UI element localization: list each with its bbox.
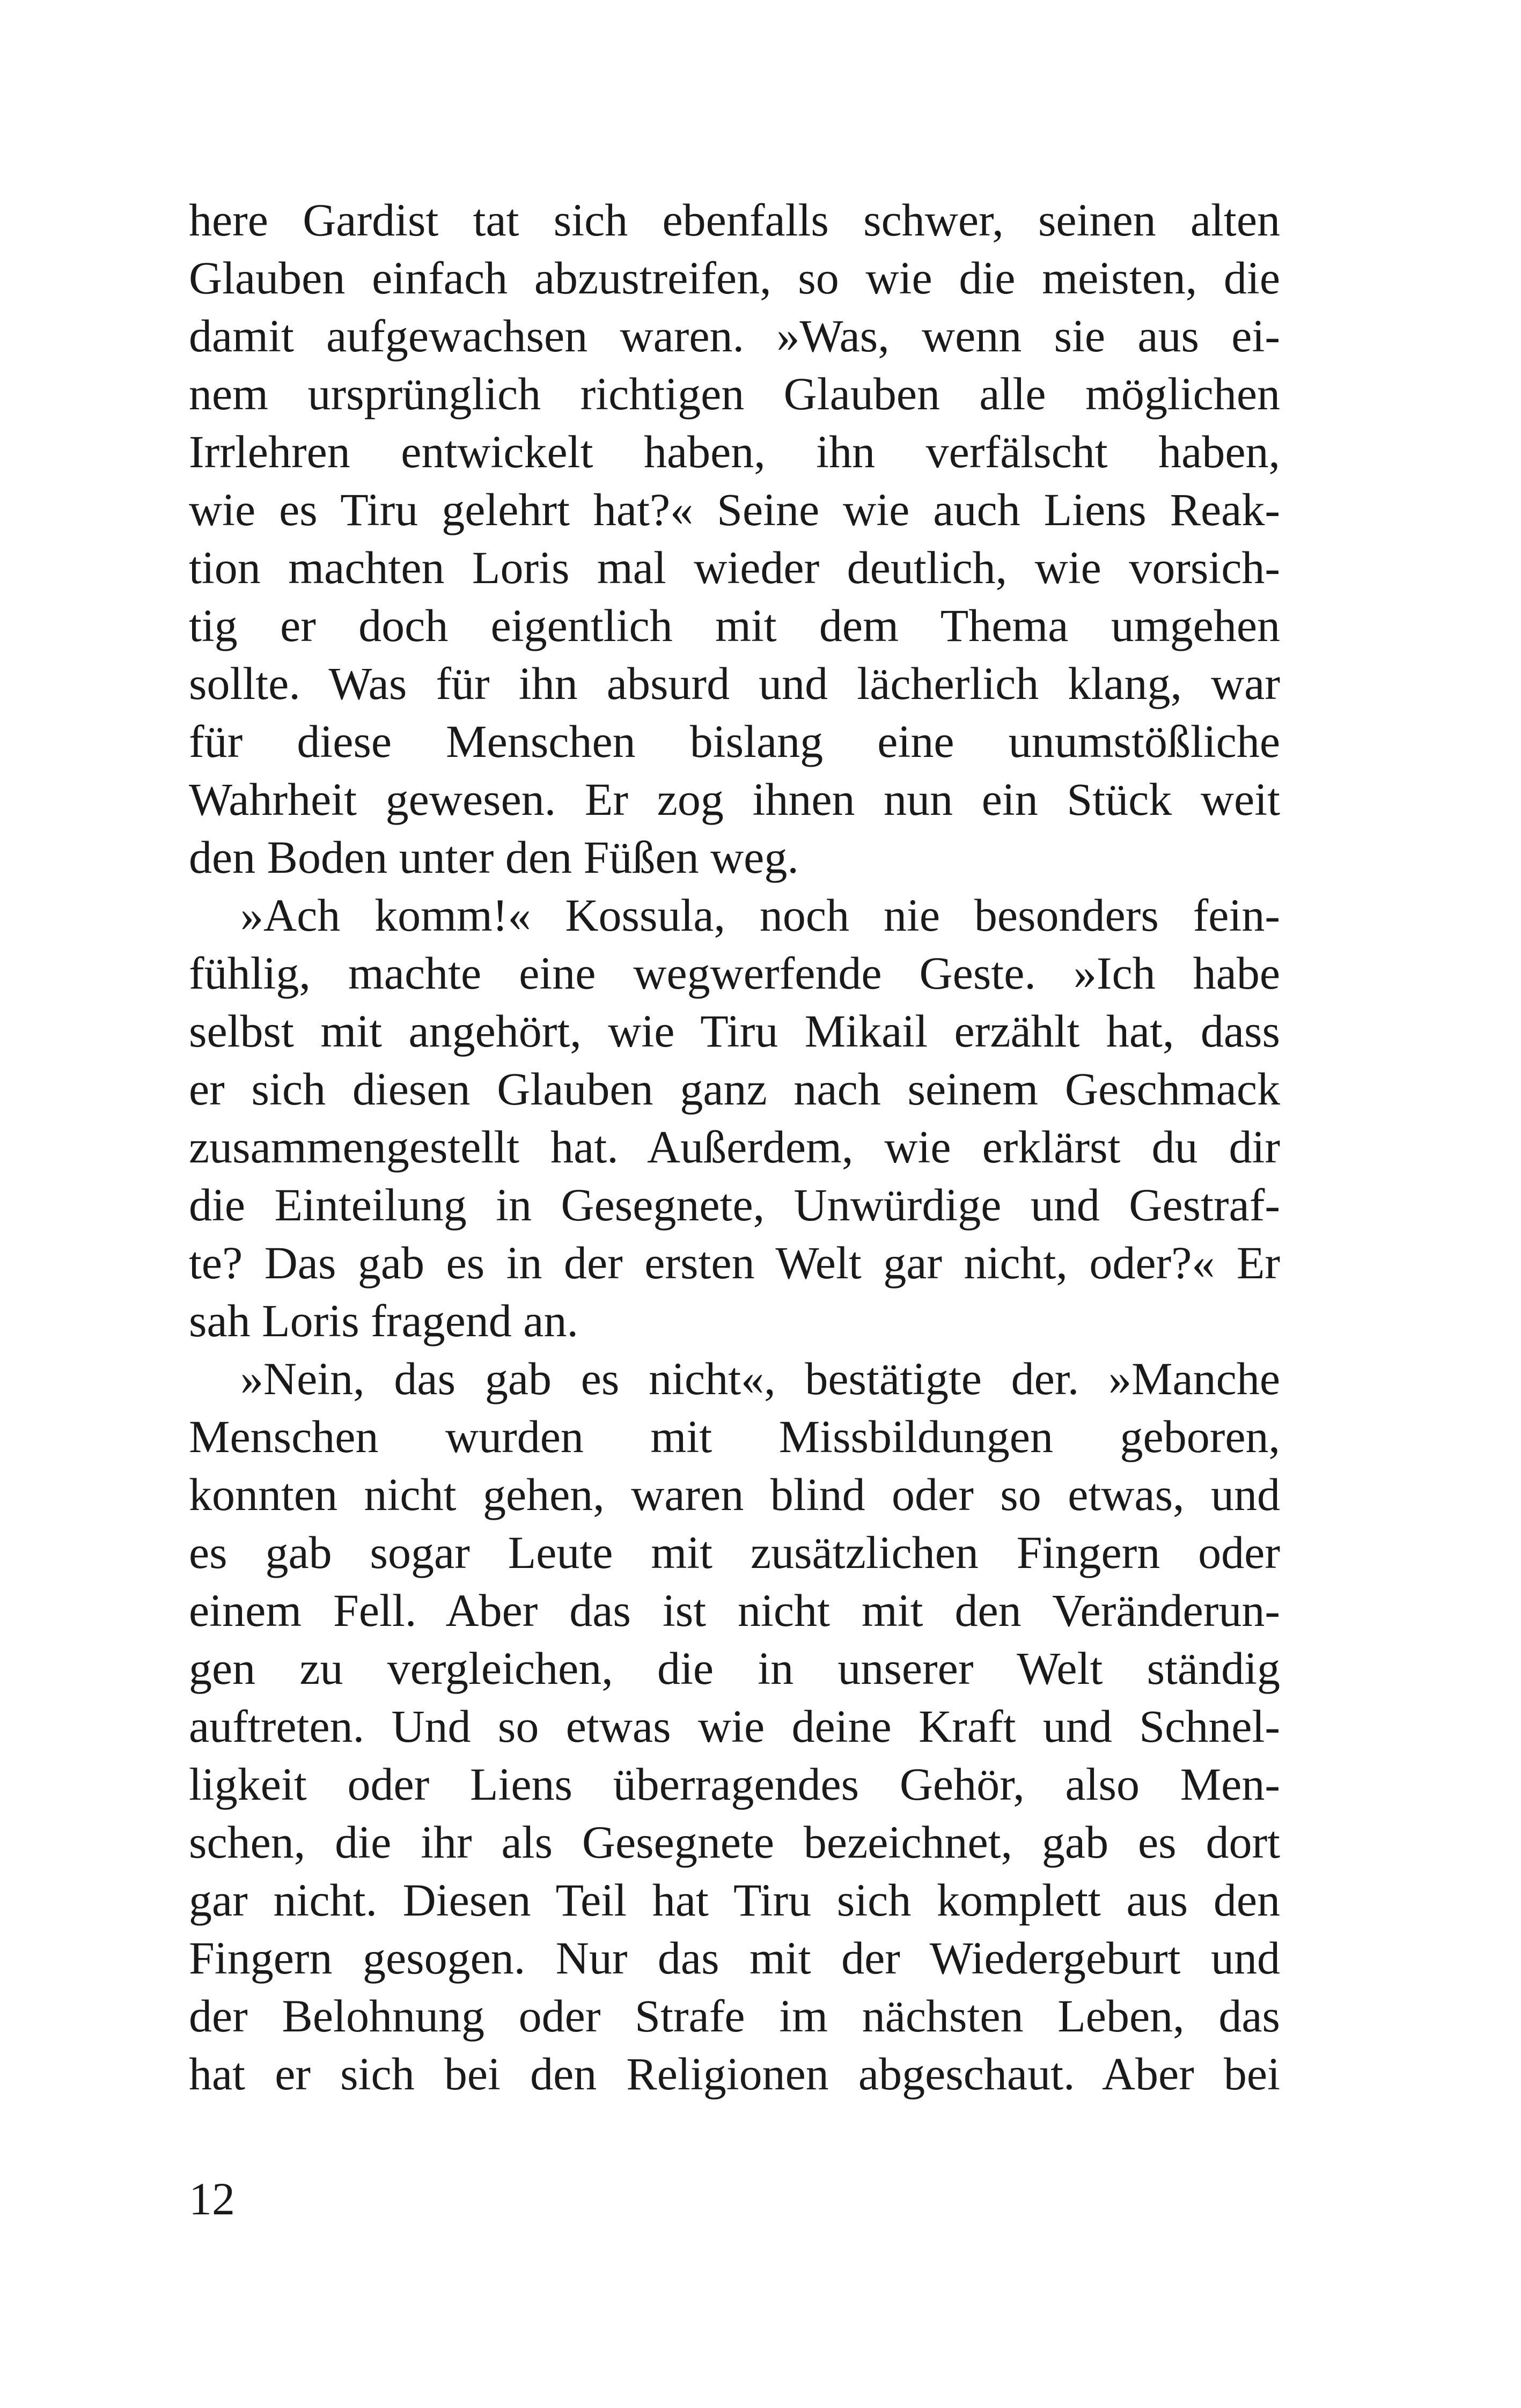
- text-line: Fingern gesogen. Nur das mit der Wiedergeburt und: [189, 1932, 1280, 1984]
- text-line: Glauben einfach abzustreifen, so wie die meisten, die: [189, 252, 1280, 304]
- text-line: wie es Tiru gelehrt hat?« Seine wie auch Liens Reak-: [189, 484, 1280, 535]
- text-line: here Gardist tat sich ebenfalls schwer, seinen alten: [189, 194, 1280, 246]
- text-line: es gab sogar Leute mit zusätzlichen Fingern oder: [189, 1527, 1280, 1578]
- text-line: Irrlehren entwickelt haben, ihn verfälscht haben,: [189, 426, 1280, 477]
- text-line: sollte. Was für ihn absurd und lächerlich klang, war: [189, 658, 1280, 709]
- text-line: Wahrheit gewesen. Er zog ihnen nun ein Stück weit: [189, 774, 1280, 825]
- text-line: konnten nicht gehen, waren blind oder so etwas, und: [189, 1469, 1280, 1520]
- text-line: nem ursprünglich richtigen Glauben alle möglichen: [189, 368, 1280, 419]
- text-line: fühlig, machte eine wegwerfende Geste. »Ich habe: [189, 947, 1280, 999]
- text-line: gen zu vergleichen, die in unserer Welt ständig: [189, 1643, 1280, 1694]
- text-line: tig er doch eigentlich mit dem Thema umgehen: [189, 600, 1280, 651]
- text-line: damit aufgewachsen waren. »Was, wenn sie aus ei-: [189, 310, 1280, 362]
- text-line: tion machten Loris mal wieder deutlich, wie vorsich-: [189, 542, 1280, 593]
- text-line: gar nicht. Diesen Teil hat Tiru sich komplett aus den: [189, 1874, 1280, 1926]
- text-line: der Belohnung oder Strafe im nächsten Leben, das: [189, 1990, 1280, 2042]
- text-line: auftreten. Und so etwas wie deine Kraft und Schnel-: [189, 1700, 1280, 1752]
- text-line: hat er sich bei den Religionen abgeschaut. Aber bei: [189, 2048, 1280, 2100]
- text-line: einem Fell. Aber das ist nicht mit den Veränderun-: [189, 1585, 1280, 1636]
- text-line: zusammengestellt hat. Außerdem, wie erklärst du dir: [189, 1121, 1280, 1173]
- text-line: er sich diesen Glauben ganz nach seinem Geschmack: [189, 1063, 1280, 1115]
- text-line: sah Loris fragend an.: [189, 1295, 578, 1346]
- page-number: 12: [189, 2173, 235, 2225]
- text-line: Menschen wurden mit Missbildungen geboren,: [189, 1411, 1280, 1462]
- text-line: den Boden unter den Füßen weg.: [189, 831, 799, 883]
- text-line: schen, die ihr als Gesegnete bezeichnet, gab es dort: [189, 1816, 1280, 1868]
- text-line: ligkeit oder Liens überragendes Gehör, also Men-: [189, 1758, 1280, 1810]
- text-line: »Nein, das gab es nicht«, bestätigte der. »Manche: [240, 1353, 1280, 1404]
- text-line: »Ach komm!« Kossula, noch nie besonders fein-: [240, 889, 1280, 941]
- text-line: te? Das gab es in der ersten Welt gar nicht, oder?« Er: [189, 1237, 1280, 1288]
- text-line: die Einteilung in Gesegnete, Unwürdige und Gestraf-: [189, 1179, 1280, 1231]
- text-line: für diese Menschen bislang eine unumstößliche: [189, 716, 1280, 767]
- text-line: selbst mit angehört, wie Tiru Mikail erzählt hat, dass: [189, 1005, 1280, 1057]
